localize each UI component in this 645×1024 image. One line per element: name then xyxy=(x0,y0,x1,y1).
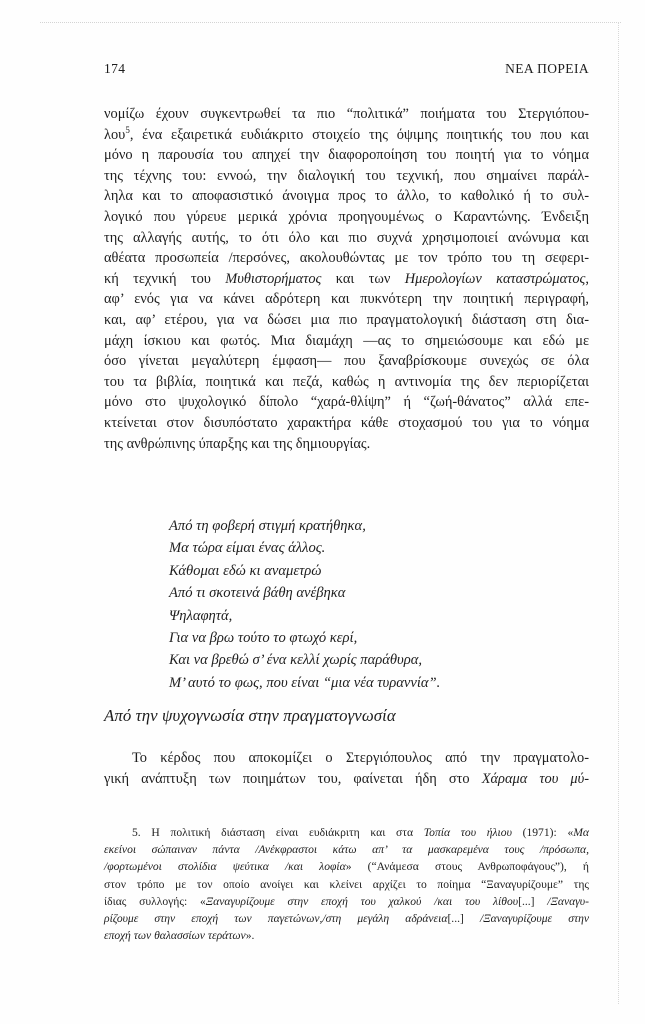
text-run: εποχή των θαλασσίων τεράτων xyxy=(104,929,246,943)
text-line xyxy=(104,207,589,228)
text-run: ίδιας συλλογής: « xyxy=(104,894,206,908)
scan-edge-right xyxy=(618,22,619,1004)
text-run: ». xyxy=(245,929,255,943)
text-run: [...] xyxy=(447,912,480,926)
text-line xyxy=(104,331,589,352)
text-run: και, αφ’ ετέρου, για να δώσει μια πιο πραγματολογική διάσταση στη δια- xyxy=(104,311,589,328)
text-line xyxy=(104,413,589,434)
text-run: στον τρόπο με τον οποίο ανοίγει και κλείνει αρχίζει το ποίημα “Ξαναγυρίζουμε” της xyxy=(104,877,589,891)
text-run: μόνο στο ψυχολογικό δίπολο “χαρά-θλίψη” ή “ζωή-θάνατος” αλλά επε- xyxy=(104,394,589,411)
poem-quotation xyxy=(169,515,589,694)
poem-verse: Από τη φοβερή στιγμή κρατήθηκα, xyxy=(169,518,366,534)
footnote-5 xyxy=(104,824,589,944)
text-run: λου xyxy=(104,126,126,143)
poem-verse: Για να βρω τούτο το φτωχό κερί, xyxy=(169,630,358,647)
text-run: κή τεχνική του xyxy=(104,270,226,287)
text-run: νομίζω έχουν συγκεντρωθεί τα πιο “πολιτικά” ποιήματα του Στεργιόπου- xyxy=(104,106,589,122)
text-run: γική ανάπτυξη των ποιημάτων του, φαίνεται ήδη στο xyxy=(104,771,482,788)
text-run: λογικό που γύρευε μερικά χρόνια προηγουμένως ο Καραντώνης. Ένδειξη xyxy=(104,208,589,225)
text-run: /Ξαναγυ- xyxy=(547,894,589,908)
poem-verse: Από τι σκοτεινά βάθη ανέβηκα xyxy=(169,585,346,602)
poem-verse: Ψηλαφητά, xyxy=(169,607,233,624)
text-line xyxy=(104,186,589,207)
text-run: της ανθρώπινης ύπαρξης και της δημιουργίας. xyxy=(104,435,371,452)
text-line xyxy=(104,145,589,166)
text-run: του τα βιβλία, ποιητικά και πεζά, καθώς η αντινομία της δεν περιορίζεται xyxy=(104,373,589,390)
text-line xyxy=(104,248,589,269)
text-run: Τοπία του ήλιου xyxy=(423,826,512,839)
section-heading: Από την ψυχογνωσία στην πραγματογνωσία xyxy=(104,706,396,725)
text-run: εκείνοι σώπαιναν πάντα /Ανέκφραστοι κάτω απ’ τα μασκαρεμένα τους /πρόσωπα, xyxy=(104,843,589,857)
text-run: μάχη ίσκιου και φωτός. Μια διαμάχη —ας το σημειώσουμε και εδώ με xyxy=(104,332,589,349)
text-line xyxy=(104,228,589,249)
text-line xyxy=(104,769,589,790)
text-run: 5. Η πολιτική διάσταση είναι ευδιάκριτη και στα xyxy=(132,826,424,839)
text-line xyxy=(104,125,589,146)
text-run: , xyxy=(585,270,590,287)
text-line xyxy=(104,269,589,290)
text-run: κτείνεται στον δισυπόστατο χαρακτήρα κάθε στοχασμού του για το νόημα xyxy=(104,414,589,431)
footnote-line xyxy=(104,876,589,893)
scan-edge-top xyxy=(40,22,621,23)
body-paragraph-2 xyxy=(104,748,589,791)
body-paragraph-1 xyxy=(104,104,589,454)
poem-verse: Μα τώρα είμαι ένας άλλος. xyxy=(169,540,326,557)
text-line xyxy=(104,372,589,393)
text-line xyxy=(104,310,589,331)
text-run: Ημερολογίων καταστρώματος xyxy=(404,270,586,287)
footnote-line xyxy=(104,910,589,927)
text-run: της τέχνης του: εννοώ, την διαλογική του τεχνική, που σημαίνει παράλ- xyxy=(104,167,589,184)
poem-verse: Μ’ αυτό το φως, που είναι “μια νέα τυραννία”. xyxy=(169,674,441,691)
text-line xyxy=(104,351,589,372)
text-line xyxy=(104,392,589,413)
text-run: όσο γίνεται μεγαλύτερη έμφαση— που ξαναβρίσκουμε συνεχώς σε όλα xyxy=(104,353,589,370)
text-run: αθέατα προσωπεία /περσόνες, ακολουθώντας με τον τρόπο του τη σεφερι- xyxy=(104,250,589,267)
footnote-marker: 5 xyxy=(125,124,130,135)
text-line xyxy=(104,748,589,769)
text-run: Μα xyxy=(573,826,590,839)
footnote-line xyxy=(104,927,589,944)
text-run: Το κέρδος που αποκομίζει ο Στεργιόπουλος από την πραγματολο- xyxy=(132,750,589,766)
text-run: Μυθιστορήματος xyxy=(225,270,322,287)
text-run: Ξαναγυρίζουμε στην εποχή του χαλκού /και του λίθου xyxy=(205,894,519,908)
text-run: ρίζουμε στην εποχή των παγετώνων,/στη μεγάλη αδράνεια xyxy=(104,912,448,926)
text-run: , ένα εξαιρετικά ευδιάκριτο στοιχείο της όψιμης ποιητικής του που και xyxy=(129,126,589,143)
text-run: ληλα και το αποφασιστικό άνοιγμα προς το άλλο, το καθολικό ή το συλ- xyxy=(104,188,589,205)
running-title: ΝΕΑ ΠΟΡΕΙΑ xyxy=(505,61,589,76)
text-run: της αλλαγής αυτής, το ότι όλο και πιο συχνά χρησιμοποιεί ανώνυμα και xyxy=(104,229,589,246)
text-run: μόνο η παρουσία του απηχεί την διαφοροποίηση του ποιητή για το νόημα xyxy=(104,147,589,164)
text-line xyxy=(104,166,589,187)
poem-verse: Κάθομαι εδώ κι αναμετρώ xyxy=(169,562,322,579)
footnote-line xyxy=(104,841,589,858)
text-run: » (“Ανάμεσα στους Ανθρωποφάγους”), ή xyxy=(345,860,589,874)
text-line xyxy=(104,434,589,455)
text-line xyxy=(104,104,589,125)
footnote-line xyxy=(104,858,589,875)
text-run: [...] xyxy=(518,894,548,908)
text-line xyxy=(104,289,589,310)
footnote-line xyxy=(104,893,589,910)
poem-verse: Και να βρεθώ σ’ ένα κελλί χωρίς παράθυρα, xyxy=(169,652,423,669)
text-run: αφ’ ενός για να κάνει αδρότερη και πυκνότερη την ποιητική περιγραφή, xyxy=(104,291,589,308)
text-run: /Ξαναγυρίζουμε στην xyxy=(479,912,589,926)
text-run: (1971): « xyxy=(511,826,574,839)
footnote-line xyxy=(104,824,589,841)
text-run: Χάραμα του μύ- xyxy=(481,771,589,788)
text-run: και των xyxy=(321,270,405,287)
text-run: /φορτωμένοι στολίδια ψεύτικα /και λοφία xyxy=(104,860,346,874)
page-number: 174 xyxy=(104,61,126,76)
